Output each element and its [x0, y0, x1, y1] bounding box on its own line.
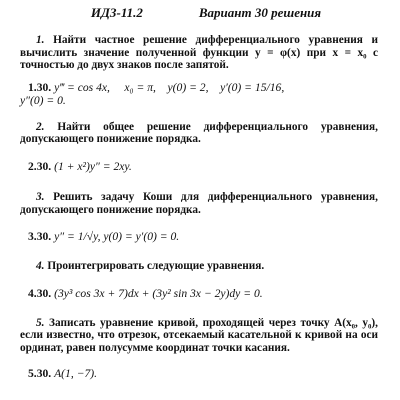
task-3-text: Решить задачу Коши для дифференциального уравнения, допускающего понижение порядка.	[20, 190, 378, 216]
task-3	[20, 191, 378, 216]
task-1	[20, 34, 378, 72]
answer-5	[20, 367, 378, 380]
answer-1-line-1	[28, 81, 378, 94]
answer-1-label: 1.30.	[28, 80, 52, 94]
answer-4-label: 4.30.	[28, 286, 52, 300]
answer-2-label: 2.30.	[28, 159, 52, 173]
task-4-text: Проинтегрировать следующие уравнения.	[47, 260, 265, 273]
answer-2	[20, 160, 378, 173]
task-2-text: Найти общее решение дифференциального уравнения, допускающего понижение порядка.	[20, 120, 378, 146]
task-5-number: 5.	[36, 316, 45, 329]
answer-4	[20, 287, 378, 300]
answer-2-equation: (1 + x²)y″ = 2xy.	[54, 159, 132, 173]
assignment-title: ИДЗ-11.2	[90, 5, 143, 20]
task-4	[20, 260, 378, 273]
variant-title: Вариант 30 решения	[198, 5, 322, 20]
task-1-text: Найти частное решение дифференциального уравнения и вычислить значение полученной функции y = φ(x) при x = x₀ с точностью до двух знаков после запятой.	[20, 34, 378, 72]
task-3-number: 3.	[36, 190, 45, 203]
answer-1-line-2: y″(0) = 0.	[20, 93, 66, 107]
task-2	[20, 121, 378, 146]
answer-1-equation: y‴ = cos 4x, x₀ = π, y(0) = 2, y′(0) = 15/16,	[54, 80, 285, 94]
task-4-number: 4.	[36, 260, 45, 273]
task-5-text: Записать уравнение кривой, проходящей через точку A(x₀, y₀), если известно, что отрезок, отсекаемый касательной к кривой на оси ординат, равен полусумме координат точки касания.	[20, 316, 378, 354]
answer-5-label: 5.30.	[28, 366, 52, 380]
task-2-number: 2.	[36, 120, 45, 133]
answer-4-equation: (3y³ cos 3x + 7)dx + (3y² sin 3x − 2y)dy = 0.	[54, 286, 263, 300]
page-header	[34, 5, 378, 21]
answer-3-label: 3.30.	[28, 230, 52, 244]
task-1-number: 1.	[36, 34, 45, 46]
answer-3-equation: y″ = 1/√y, y(0) = y′(0) = 0.	[54, 230, 180, 244]
answer-1	[20, 81, 378, 107]
answer-5-equation: A(1, −7).	[54, 366, 98, 380]
answer-3	[20, 230, 378, 243]
task-5	[20, 317, 378, 355]
